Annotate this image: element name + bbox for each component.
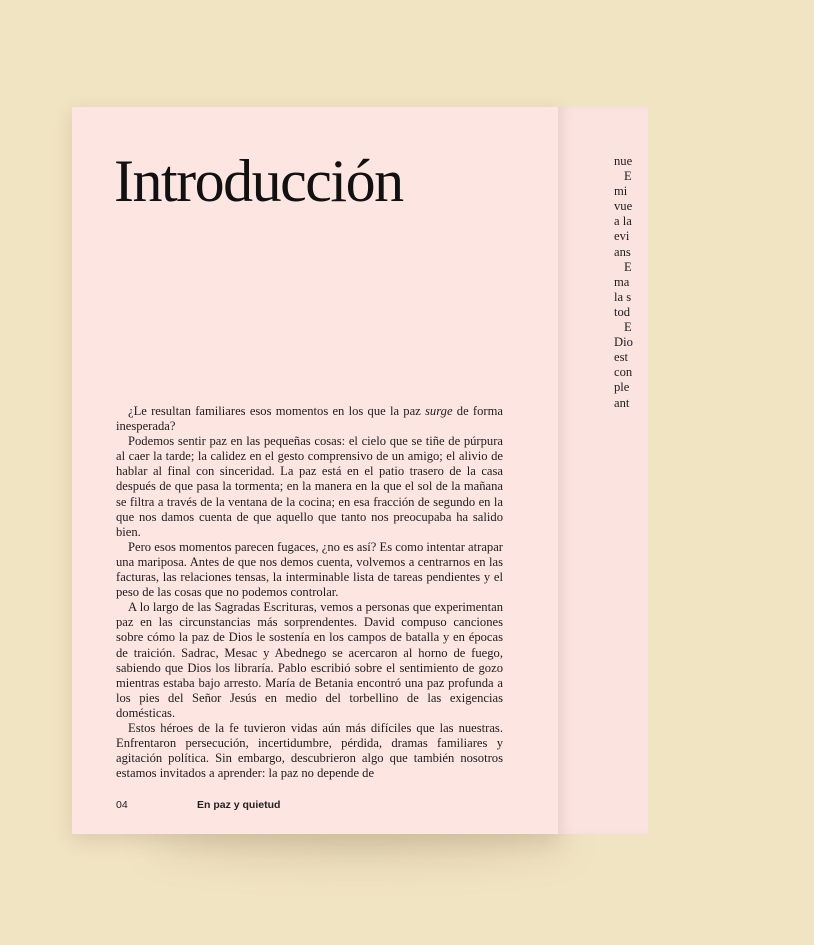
facing-page-line: ant xyxy=(614,395,630,410)
paragraph-1-text-start: ¿Le resultan familiares esos momentos en los que la paz xyxy=(128,404,426,418)
page-number: 04 xyxy=(116,799,128,811)
facing-page-line: nue xyxy=(614,154,633,168)
paragraph-1-text-end: de forma inesperada? xyxy=(116,404,503,434)
paragraph-3: Pero esos momentos parecen fugaces, ¿no es así? Es como intentar atrapar una mariposa. Antes de que nos demos cuenta, volvemos a centrarnos en las facturas, las relaciones tensas, la interminable lista de tareas pendientes y el peso de las cosas que no podemos controlar. xyxy=(116,539,503,600)
chapter-title: Introducción xyxy=(114,148,403,214)
right-page xyxy=(558,107,648,834)
paragraph-1-emphasis: surge xyxy=(425,404,453,418)
paragraph-4: A lo largo de las Sagradas Escrituras, vemos a personas que experimentan paz en las circunstancias más sorprendentes. David compuso canciones sobre cómo la paz de Dios le sostenía en los campos de batalla y en épocas de traición. Sadrac, Mesac y Abednego se acercaron al horno de fuego, sabiendo que Dios los libraría. Pablo escribió sobre el sentimiento de gozo mientras estaba bajo arresto. María de Betania encontró una paz profunda a los pies del Señor Jesús en medio del torbellino de las exigencias domésticas. xyxy=(116,600,503,720)
facing-page-line: est xyxy=(614,350,628,365)
facing-page-line: ma xyxy=(614,274,630,289)
facing-page-text xyxy=(614,154,814,411)
paragraph-5: Estos héroes de la fe tuvieron vidas aún más difíciles que las nuestras. Enfrentaron persecución, incertidumbre, pérdida, dramas familiares y agitación política. Sin embargo, descubrieron algo que también nosotros estamos invitados a aprender: la paz no depende de xyxy=(116,720,503,781)
facing-page-line: vue xyxy=(614,199,633,214)
paragraph-1 xyxy=(116,404,503,434)
facing-page-line: la s xyxy=(614,289,632,304)
facing-page-line: E xyxy=(624,320,632,335)
facing-page-line: E xyxy=(624,259,632,274)
facing-page-line: Dio xyxy=(614,335,633,350)
facing-page-line: mi xyxy=(614,184,628,199)
facing-page-line: ans xyxy=(614,244,631,259)
facing-page-line: ple xyxy=(614,380,630,395)
paragraph-2: Podemos sentir paz en las pequeñas cosas: el cielo que se tiñe de púrpura al caer la tarde; la calidez en el gesto comprensivo de un amigo; el alivio de hablar al final con sinceridad. La paz está en el patio trasero de la casa después de que pasa la tormenta; en la manera en la que el sol de la mañana se filtra a través de la ventana de la cocina; en esa fracción de segundo en la que nos damos cuenta de que aquello que tanto nos preocupaba ha salido bien. xyxy=(116,434,503,539)
facing-page-line: E xyxy=(624,169,632,184)
body-text xyxy=(116,404,503,781)
facing-page-line: tod xyxy=(614,304,631,319)
facing-page-line: evi xyxy=(614,229,630,244)
running-title: En paz y quietud xyxy=(197,799,281,811)
facing-page-line: con xyxy=(614,365,633,380)
facing-page-line: a la xyxy=(614,214,632,229)
left-page xyxy=(72,107,560,834)
